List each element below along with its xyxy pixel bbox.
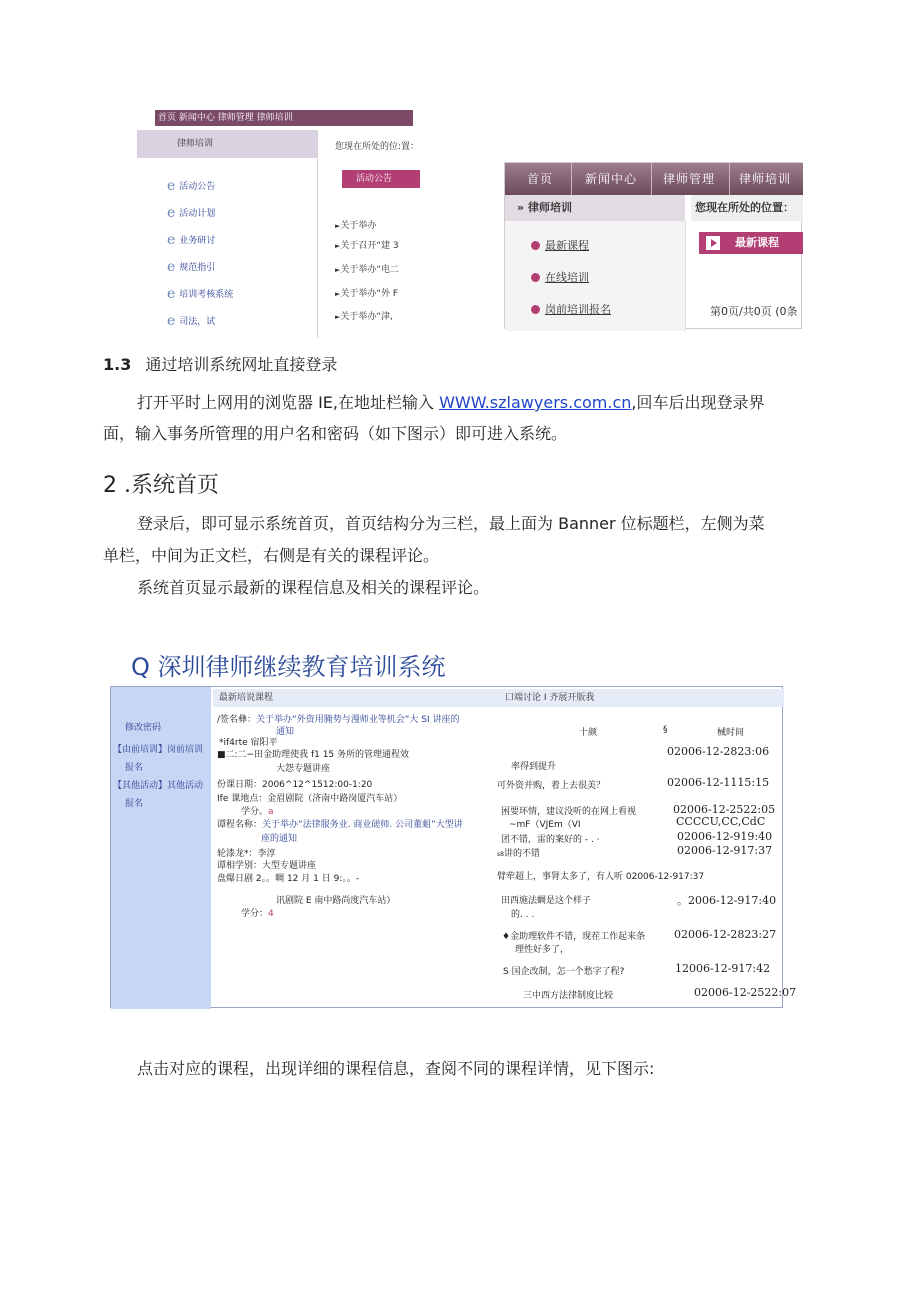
nav-news[interactable]: 新闻中心	[585, 172, 638, 186]
course-line: 大怨专题讲座	[276, 764, 331, 774]
comment-text[interactable]: S 国企改制，怎一个愁字了程?	[503, 967, 625, 977]
arrow-right-icon: ►	[335, 242, 341, 250]
course-credits-2: 学分：4	[241, 909, 274, 919]
location-label: 您现在所处的位置：	[691, 195, 803, 221]
bullet-e-icon: e	[167, 313, 176, 329]
bullet-e-icon: e	[167, 178, 176, 194]
tab-activity-notice[interactable]: 活动公告	[342, 170, 420, 188]
course-name-2: 谭程名称：关于举办“法律服务业. 商业磋师. 公司董蛆”大型讲	[217, 820, 463, 830]
paragraph-home-line1: 登录后，即可显示系统首页，首页结构分为三栏，最上面为 Banner 位标题栏，左侧为菜	[137, 514, 765, 533]
paragraph-home-line3: 系统首页显示最新的课程信息及相关的课程评论。	[137, 578, 490, 597]
website-link[interactable]: WWW.szlawyers.com.cn	[439, 393, 632, 412]
arrow-right-icon: ►	[335, 266, 341, 274]
section-heading-2: 2 .系统首页	[103, 473, 219, 498]
comment-text[interactable]: 团不错，雷的案好的 - . ·	[501, 835, 600, 845]
paragraph-home-line2: 单栏，中间为正文栏，右侧是有关的课程评论。	[103, 546, 440, 565]
course-credits: 学分。a	[241, 807, 274, 817]
course-venue-2: 讯剧院 E 南中路尚度汽车站）	[276, 896, 396, 906]
double-chevron-icon: »	[517, 201, 525, 214]
nav-lawyer-training[interactable]: 律师培训	[739, 172, 792, 186]
comment-time: 02006-12-917:37	[677, 844, 773, 857]
bullet-e-icon: e	[167, 286, 176, 302]
course-lecturer: 轮漆龙*：李淳	[217, 849, 276, 859]
other-activities-link[interactable]: 【其他活动】其他活动	[113, 781, 204, 791]
change-password-link[interactable]: 修改密码	[125, 723, 162, 733]
sidebar-item-latest-courses[interactable]: 最新课程	[531, 237, 589, 253]
comment-text[interactable]: 理性好多了，	[515, 945, 570, 955]
comment-time: CCCCU,CC,CdC	[676, 815, 766, 828]
course-line: ■二:二−田金助理使我 f1 15 务所的管理通程效	[217, 750, 410, 760]
comment-text[interactable]: 率得到提升	[511, 762, 557, 772]
other-activities-link-cont[interactable]: 报名	[125, 799, 144, 809]
comment-text[interactable]: 三中西方法律制度比较	[523, 991, 614, 1001]
top-nav-bar	[505, 163, 803, 195]
arrow-right-icon: ►	[335, 290, 341, 298]
course-line: *if4rte 宿阳平	[219, 738, 278, 748]
pagination-info: 第0页/共0页 (0条	[710, 305, 798, 318]
section-heading-1-3: 1.3 通过培训系统网址直接登录	[103, 355, 338, 374]
bullet-icon	[531, 305, 540, 314]
comment-time: 12006-12-917:42	[675, 962, 771, 975]
top-nav-bar[interactable]: 首页 新闻中心 律师管理 律师培训	[155, 110, 413, 126]
comment-text[interactable]: ♦金助理软件不错，现茬工作起来条	[502, 932, 646, 942]
sidebar-item-judicial-exam[interactable]: e司法，试	[167, 313, 216, 329]
nav-divider	[651, 163, 652, 195]
comment-text[interactable]: s8讲的不错	[497, 849, 540, 859]
column-header-topic: 十颜	[579, 728, 598, 738]
comment-time: 。2006-12-917:40	[677, 894, 777, 907]
sidebar-item-activity-notice[interactable]: e活动公告	[167, 178, 216, 194]
nav-home[interactable]: 首页	[527, 172, 554, 186]
nav-lawyer-management[interactable]: 律师管理	[663, 172, 716, 186]
bullet-e-icon: e	[167, 205, 176, 221]
pre-job-training-link-cont[interactable]: 报名	[125, 763, 144, 773]
play-icon	[706, 236, 720, 250]
paragraph-click-course: 点击对应的课程，出现详细的课程信息，查阅不同的课程详情，见下图示:	[137, 1059, 655, 1078]
article-link[interactable]: ►关于举办“外 F	[335, 289, 399, 299]
left-menu	[111, 687, 211, 1009]
comment-text[interactable]: 田西施法蜩是这个样子	[501, 896, 592, 906]
course-name-2-cont[interactable]: 座的通知	[261, 834, 298, 844]
course-category: 谭相学别：大型专题讲座	[217, 861, 317, 871]
paragraph-login-line1: 打开平时上网用的浏览器 IE,在地址栏输入 WWW.szlawyers.com.cn,回车后出现登录界	[137, 393, 765, 412]
arrow-right-icon: ►	[335, 222, 341, 230]
arrow-right-icon: ►	[335, 313, 341, 321]
sidebar-item-assessment[interactable]: e培训考核系统	[167, 286, 234, 302]
column-header-time: 械时间	[717, 728, 745, 738]
pre-job-training-link[interactable]: 【由前培训】岗前培训	[113, 745, 204, 755]
system-title: Q 深圳律师继续教育培训系统	[131, 653, 446, 681]
comment-time: 02006-12-2823:06	[667, 745, 770, 758]
nav-divider	[729, 163, 730, 195]
comment-text[interactable]: ~mF（VJEm（VI	[509, 820, 581, 830]
comment-time: 02006-12-2522:07	[694, 986, 797, 999]
content-header-bar	[213, 689, 784, 707]
sidebar-title: » 律师培训	[505, 195, 685, 221]
sidebar	[137, 130, 318, 338]
course-date: 份课日期：2006^12^1512:00-1:20	[217, 780, 373, 790]
sidebar-item-pre-job-registration[interactable]: 岗前培训报名	[531, 301, 611, 317]
screenshot-training-page-2	[504, 162, 802, 329]
comment-text[interactable]: 困要环情，建议没听的在网上看视	[501, 807, 637, 817]
nav-divider	[571, 163, 572, 195]
column-header-mark: §	[663, 725, 668, 735]
comment-time: 02006-12-1115:15	[667, 776, 770, 789]
screenshot-system-home	[110, 686, 797, 1008]
course-date-2: 盘爆日剧 2。。晭 12 月 1 日 9:。。-	[217, 874, 360, 884]
comment-time: 02006-12-2823:27	[674, 928, 777, 941]
sidebar-item-online-training[interactable]: 在线培训	[531, 269, 589, 285]
bullet-e-icon: e	[167, 232, 176, 248]
course-name: /签名彝：关于举办“外资用腌势与漫师业等机会”大 SI 讲座的	[217, 715, 460, 725]
location-label: 您现在所处的位:置：	[335, 142, 420, 152]
sidebar	[505, 221, 686, 331]
sidebar-item-guidelines[interactable]: e规范指引	[167, 259, 216, 275]
screenshot-training-page-1	[137, 108, 420, 338]
article-link[interactable]: ►关于举办“津,	[335, 312, 393, 322]
comment-text[interactable]: 臂荦超上，事肾太多了，有人听 02006-12-917:37	[497, 872, 705, 882]
bullet-e-icon: e	[167, 259, 176, 275]
comment-time: 02006-12-2522:05	[673, 803, 776, 816]
tab-latest-courses[interactable]: 最新课程	[699, 232, 803, 254]
latest-courses-title: 最新培说课程	[219, 693, 274, 703]
comment-text[interactable]: 的. . .	[511, 910, 535, 920]
course-discussion-title[interactable]: 口端讨论 I 齐展开版我	[505, 693, 595, 703]
sidebar-item-business-seminar[interactable]: e业务研讨	[167, 232, 216, 248]
comment-time: 02006-12-919:40	[677, 830, 773, 843]
article-link[interactable]: ►关于举办“电二	[335, 265, 400, 275]
course-venue: Ife 课地点：金眉剧院（济南中路岗厦汽车站）	[217, 794, 403, 804]
bullet-icon	[531, 241, 540, 250]
article-link[interactable]: ►关于召开“建 3	[335, 241, 399, 251]
sidebar-item-activity-plan[interactable]: e活动计划	[167, 205, 216, 221]
course-name-cont[interactable]: 通知	[276, 727, 295, 737]
bullet-icon	[531, 273, 540, 282]
sidebar-title: 律师培训	[137, 130, 317, 158]
article-link[interactable]: ►关于举办	[335, 221, 377, 231]
paragraph-login-line2: 面，输入事务所管理的用户名和密码（如下图示）即可进入系统。	[103, 424, 568, 443]
comment-text[interactable]: 可外资并购，着上去很美？	[497, 781, 606, 791]
